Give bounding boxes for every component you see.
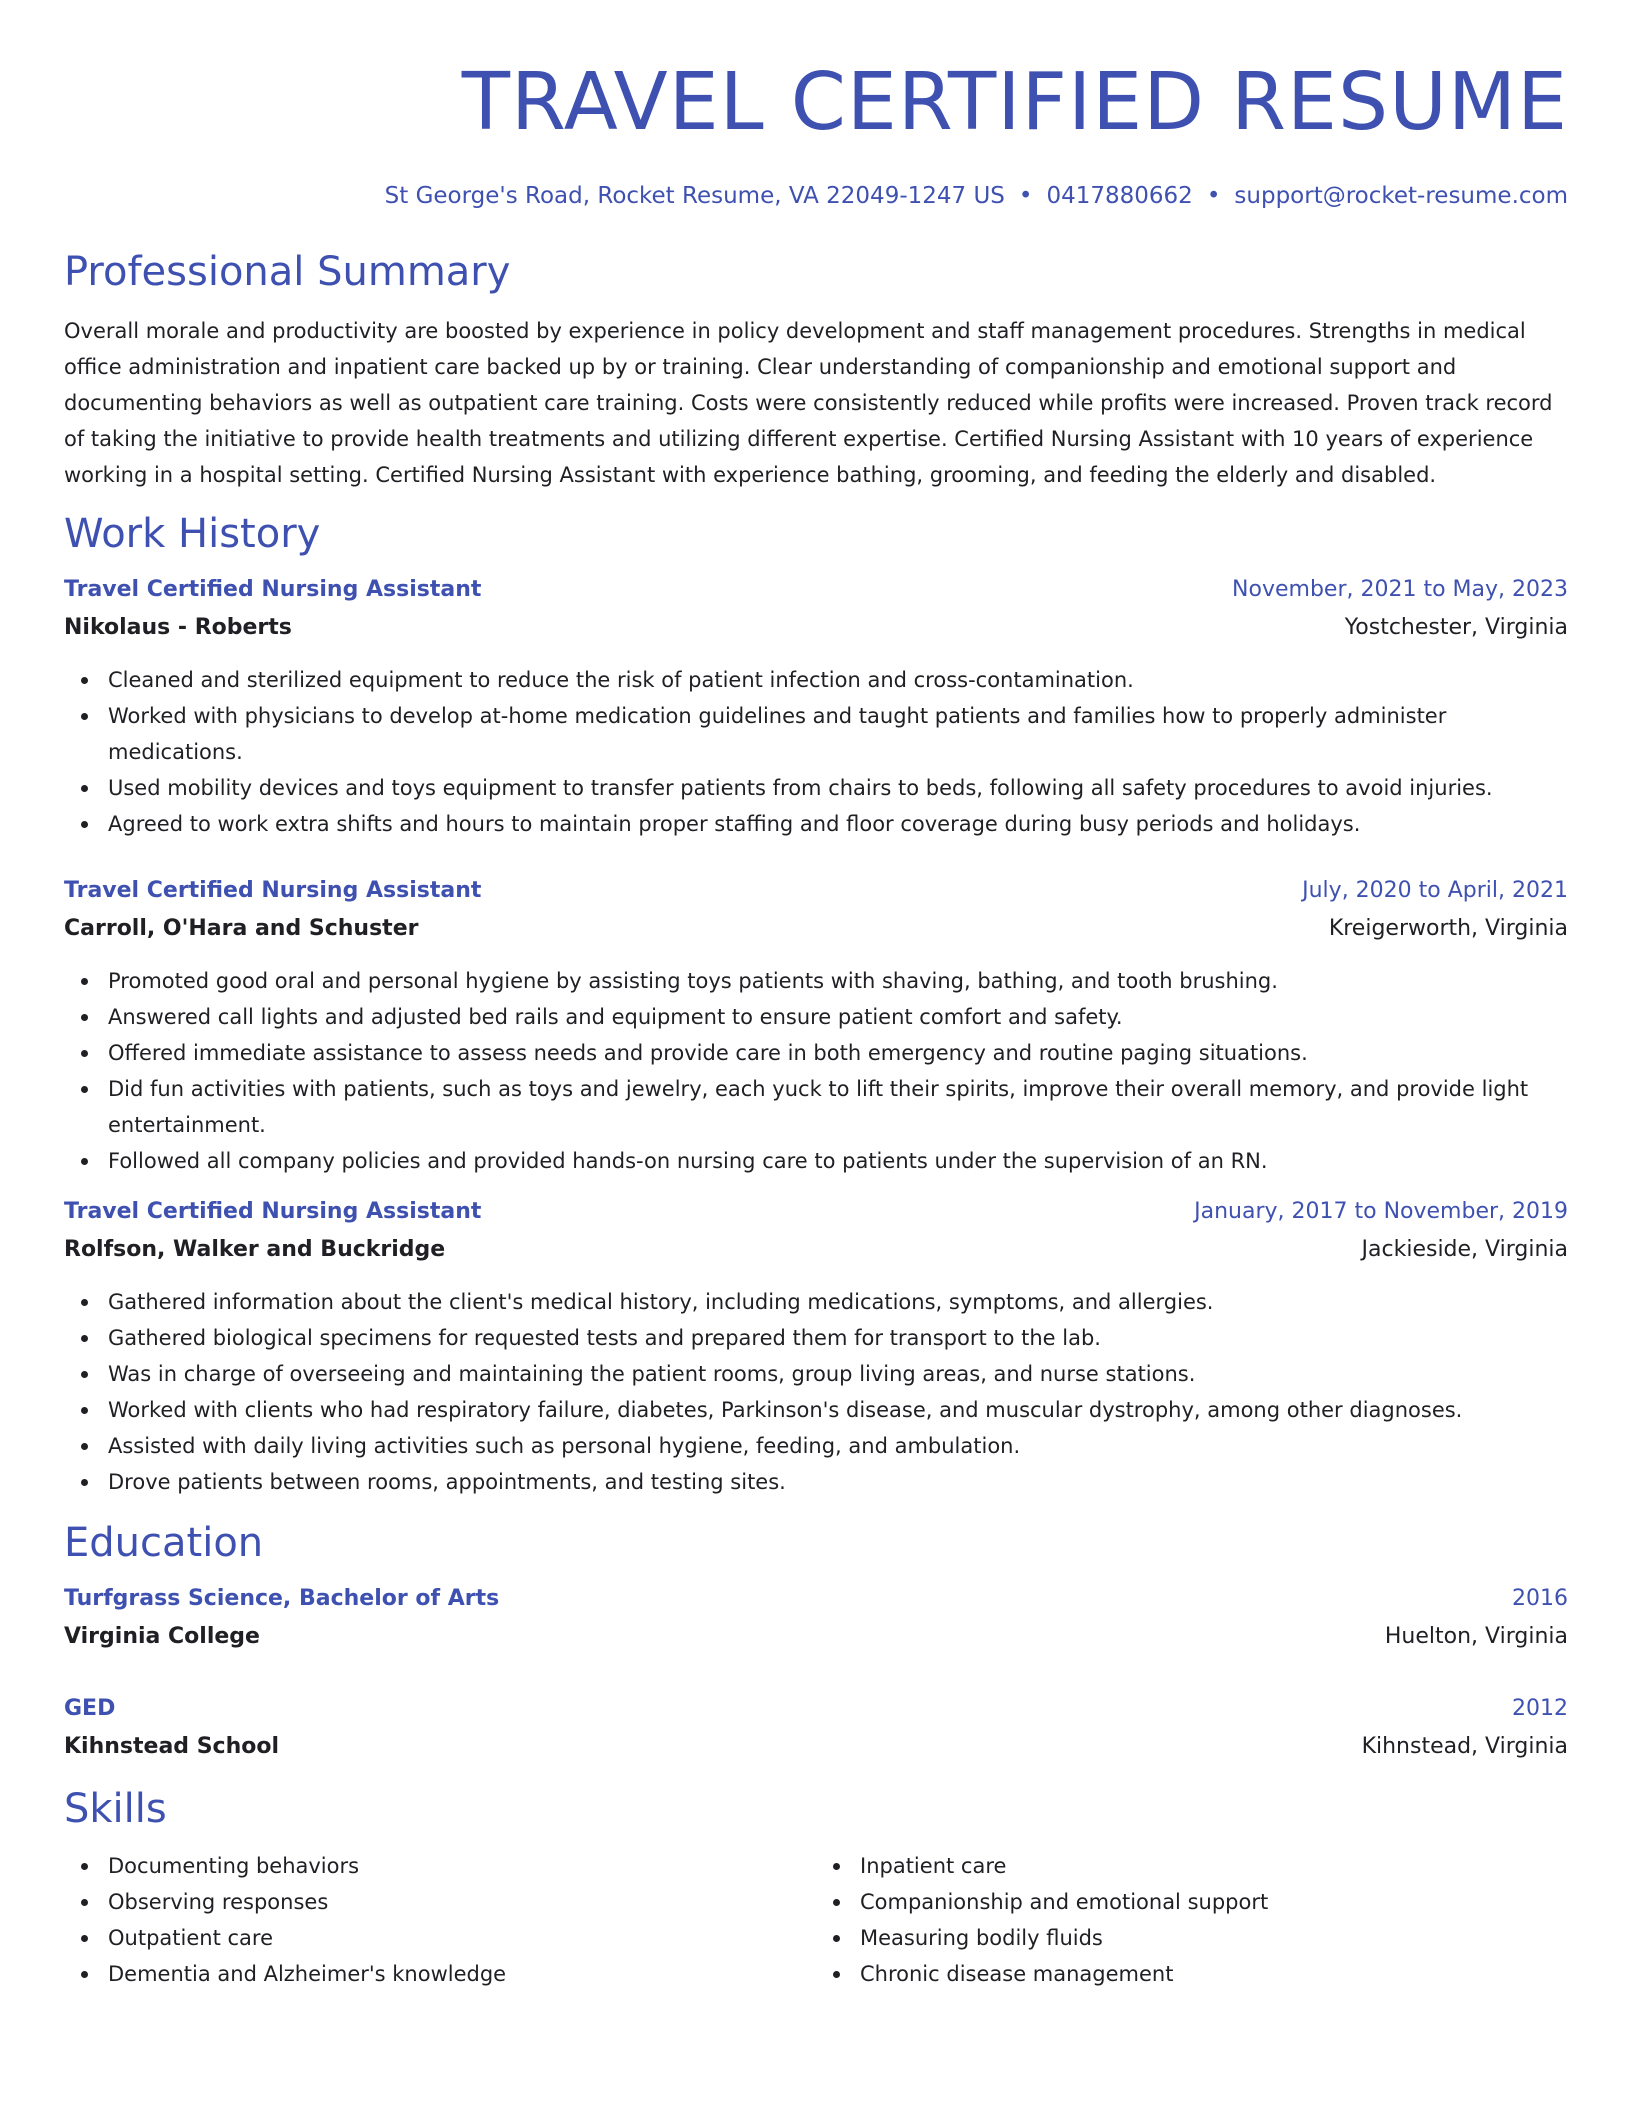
education-school: Kihnstead School	[64, 1734, 280, 1759]
contact-separator: •	[1206, 183, 1221, 209]
job-bullet: Did fun activities with patients, such as toys and jewelry, each yuck to lift their spirits, improve their overall memory, and provide light entertainment.	[108, 1071, 1568, 1143]
skill-item: Outpatient care	[108, 1920, 816, 1956]
education-school-row	[64, 1618, 1568, 1656]
education-entry	[64, 1690, 1568, 1766]
education-year: 2012	[1512, 1696, 1568, 1721]
job-employer	[64, 609, 1568, 647]
job-entry	[64, 571, 1568, 842]
section-heading-work: Work History	[64, 511, 321, 557]
job-bullet: Cleaned and sterilized equipment to reduce the risk of patient infection and cross-contamination.	[108, 662, 1568, 698]
job-bullets	[64, 1284, 1568, 1500]
job-header	[64, 1193, 1568, 1231]
education-year: 2016	[1512, 1586, 1568, 1611]
contact-phone: 0417880662	[1046, 183, 1193, 209]
skills-list-left	[64, 1848, 816, 1992]
skills-columns	[64, 1848, 1568, 1992]
job-entry	[64, 872, 1568, 1179]
job-title: Travel Certified Nursing Assistant	[64, 577, 482, 602]
job-bullet: Worked with physicians to develop at-home medication guidelines and taught patients and families how to properly administer medications.	[108, 698, 1568, 770]
job-company: Nikolaus - Roberts	[64, 615, 292, 640]
job-bullet: Used mobility devices and toys equipment to transfer patients from chairs to beds, following all safety procedures to avoid injuries.	[108, 770, 1568, 806]
skill-item: Companionship and emotional support	[860, 1884, 1568, 1920]
job-company: Carroll, O'Hara and Schuster	[64, 916, 419, 941]
job-dates: November, 2021 to May, 2023	[1232, 577, 1568, 602]
job-location: Kreigerworth, Virginia	[1328, 916, 1568, 941]
education-degree: Turfgrass Science, Bachelor of Arts	[64, 1586, 500, 1611]
job-company: Rolfson, Walker and Buckridge	[64, 1237, 446, 1262]
job-location: Jackieside, Virginia	[1361, 1237, 1568, 1262]
job-bullet: Agreed to work extra shifts and hours to maintain proper staffing and floor coverage during busy periods and holidays.	[108, 806, 1568, 842]
education-location: Kihnstead, Virginia	[1361, 1734, 1568, 1759]
job-title: Travel Certified Nursing Assistant	[64, 878, 482, 903]
contact-line	[64, 180, 1568, 212]
job-bullet: Offered immediate assistance to assess needs and provide care in both emergency and routine paging situations.	[108, 1035, 1568, 1071]
job-dates: January, 2017 to November, 2019	[1194, 1199, 1568, 1224]
job-bullet: Promoted good oral and personal hygiene by assisting toys patients with shaving, bathing, and tooth brushing.	[108, 963, 1568, 999]
education-location: Huelton, Virginia	[1384, 1624, 1568, 1649]
education-school-row	[64, 1728, 1568, 1766]
contact-address: St George's Road, Rocket Resume, VA 22049-1247 US	[384, 183, 1005, 209]
skill-item: Observing responses	[108, 1884, 816, 1920]
resume-title: TRAVEL CERTIFIED RESUME	[461, 56, 1568, 148]
skill-item: Measuring bodily fluids	[860, 1920, 1568, 1956]
job-bullet: Gathered information about the client's medical history, including medications, symptoms, and allergies.	[108, 1284, 1568, 1320]
job-bullet: Worked with clients who had respiratory failure, diabetes, Parkinson's disease, and muscular dystrophy, among other diagnoses.	[108, 1392, 1568, 1428]
skill-item: Documenting behaviors	[108, 1848, 816, 1884]
job-bullets	[64, 963, 1568, 1179]
job-bullet: Gathered biological specimens for requested tests and prepared them for transport to the lab.	[108, 1320, 1568, 1356]
education-entry	[64, 1580, 1568, 1656]
education-header	[64, 1580, 1568, 1618]
job-employer	[64, 1231, 1568, 1269]
skills-list-right	[816, 1848, 1568, 1992]
job-bullet: Followed all company policies and provided hands-on nursing care to patients under the supervision of an RN.	[108, 1143, 1568, 1179]
job-title: Travel Certified Nursing Assistant	[64, 1199, 482, 1224]
job-entry	[64, 1193, 1568, 1500]
job-header	[64, 571, 1568, 609]
summary-text: Overall morale and productivity are boosted by experience in policy development and staff management procedures. Strengths in medical office administration and inpatient care backed up by or training. Clear understanding of companionship and emotional support and documenting behaviors as well as outpatient care training. Costs were consistently reduced while profits were increased. Proven track record of taking the initiative to provide health treatments and utilizing different expertise. Certified Nursing Assistant with 10 years of experience working in a hospital setting. Certified Nursing Assistant with experience bathing, grooming, and feeding the elderly and disabled.	[64, 319, 1553, 487]
education-degree: GED	[64, 1696, 116, 1721]
job-employer	[64, 910, 1568, 948]
job-location: Yostchester, Virginia	[1344, 615, 1568, 640]
job-bullets	[64, 662, 1568, 842]
contact-separator: •	[1018, 183, 1033, 209]
skill-item: Dementia and Alzheimer's knowledge	[108, 1956, 816, 1992]
section-heading-skills: Skills	[64, 1786, 167, 1832]
job-dates: July, 2020 to April, 2021	[1302, 878, 1568, 903]
job-bullet: Was in charge of overseeing and maintaining the patient rooms, group living areas, and nurse stations.	[108, 1356, 1568, 1392]
job-bullet: Assisted with daily living activities such as personal hygiene, feeding, and ambulation.	[108, 1428, 1568, 1464]
education-header	[64, 1690, 1568, 1728]
job-header	[64, 872, 1568, 910]
job-bullet: Drove patients between rooms, appointments, and testing sites.	[108, 1464, 1568, 1500]
education-school: Virginia College	[64, 1624, 260, 1649]
section-heading-summary: Professional Summary	[64, 249, 511, 295]
skill-item: Chronic disease management	[860, 1956, 1568, 1992]
job-bullet: Answered call lights and adjusted bed rails and equipment to ensure patient comfort and safety.	[108, 999, 1568, 1035]
contact-email: support@rocket-resume.com	[1234, 183, 1568, 209]
section-heading-education: Education	[64, 1520, 264, 1566]
skill-item: Inpatient care	[860, 1848, 1568, 1884]
